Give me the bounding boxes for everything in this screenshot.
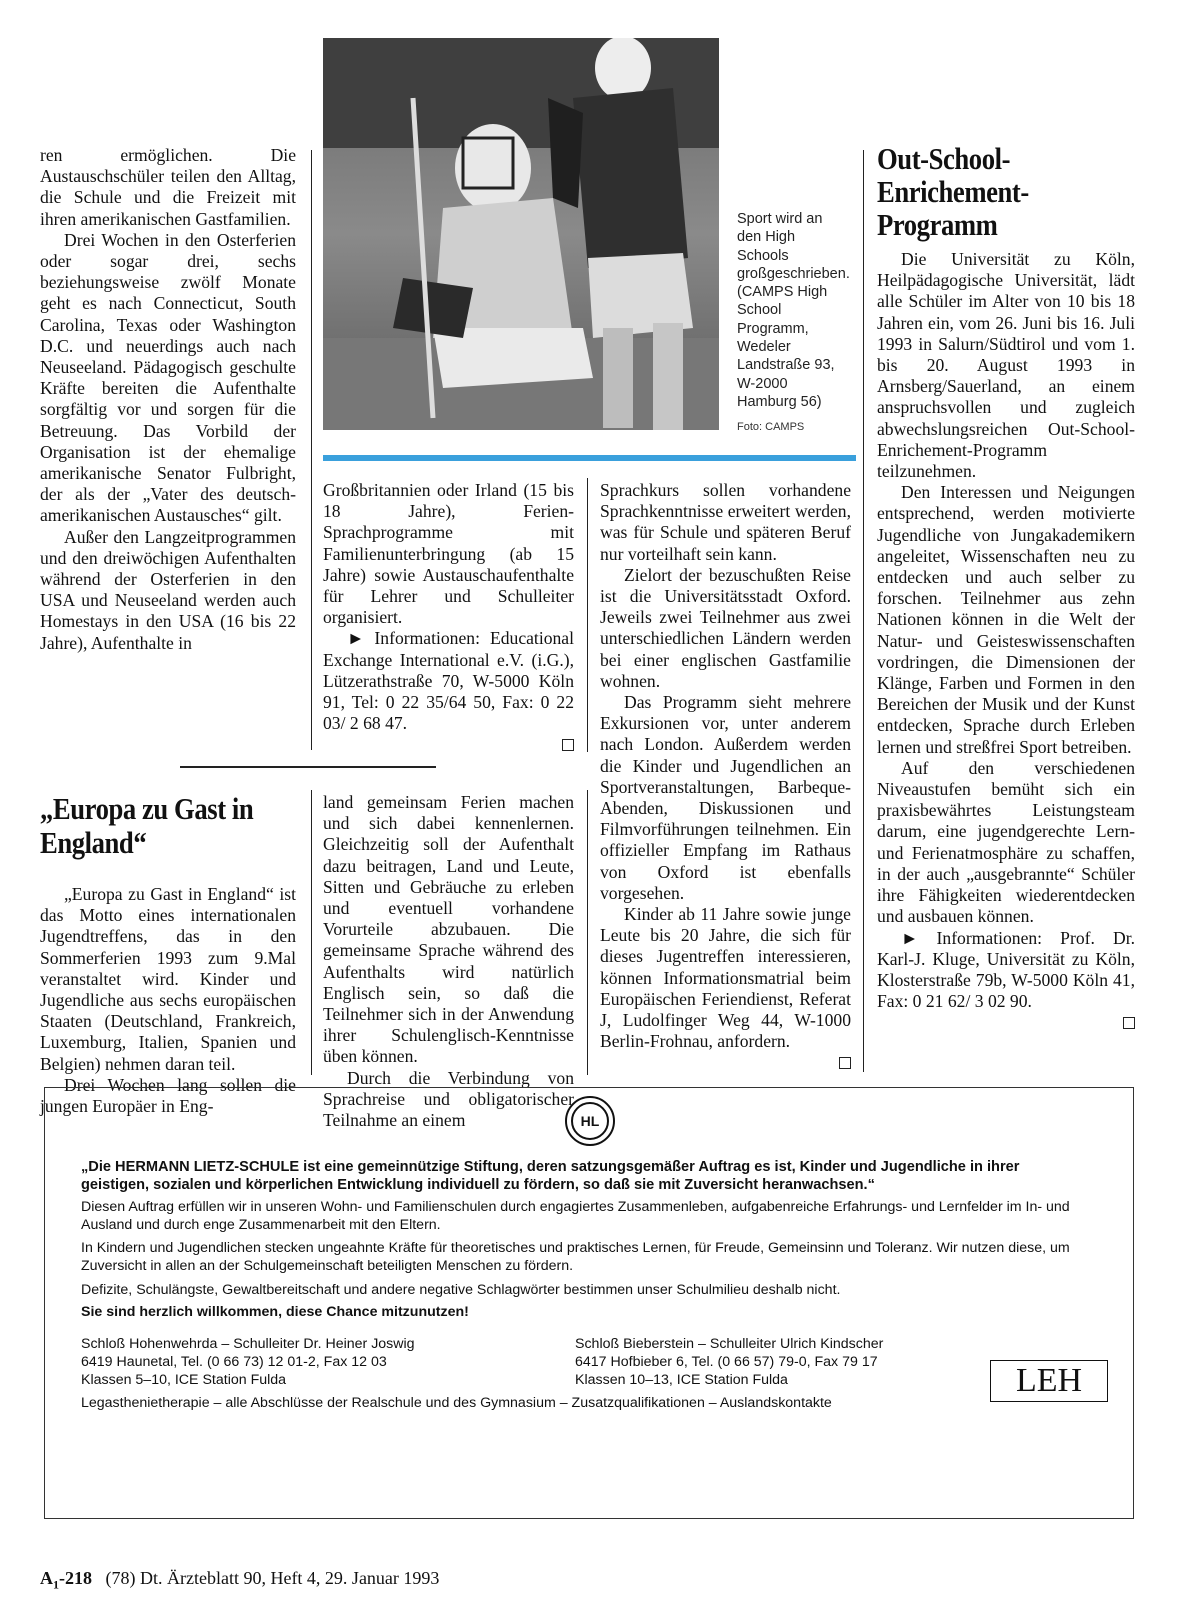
school-bieberstein xyxy=(575,1335,975,1389)
outschool-paragraph: ► Informationen: Prof. Dr. Karl-J. Kluge, Universität zu Köln, Klosterstraße 79b, W-5000 Köln 41, Fax: 0 21 62/ 3 02 90. xyxy=(877,927,1135,1012)
hl-logo xyxy=(565,1096,615,1146)
blue-divider xyxy=(323,455,856,461)
column-3 xyxy=(600,480,851,1069)
column-rule xyxy=(587,478,588,752)
ad-bottom-line: Legasthenietherapie – alle Abschlüsse der Realschule und des Gymnasium – Zusatzqualifikationen – Auslandskontakte xyxy=(81,1395,832,1411)
col1-paragraph: Außer den Langzeitprogrammen und den dreiwöchigen Aufenthalten während der Osterferien in den USA und Neuseeland werden auch Homestays in den USA (16 bis 22 Jahre), Aufenthalte in xyxy=(40,526,296,653)
lietz-schule-advertisement xyxy=(44,1087,1134,1519)
photo-caption: Sport wird an den High Schools großgeschrieben. (CAMPS High School Programm, Wedeler Landstraße 93, W-2000 Hamburg 56) xyxy=(737,211,850,410)
end-mark-icon xyxy=(562,739,574,751)
col3-paragraph: Kinder ab 11 Jahre sowie junge Leute bis 20 Jahre, die sich für dieses Jugentreffen interessieren, können Informationsmatrial beim Europäischen Feriendienst, Referat J, Ludolfinger Weg 44, W-1000 Berlin-Frohnau, anfordern. xyxy=(600,904,851,1052)
col2-paragraph: Großbritannien oder Irland (15 bis 18 Jahre), Ferien-Sprachprogramme mit Familienunterbringung (ab 15 Jahre) sowie Austauschaufenthalte für Lehrer und Schulleiter organisiert. xyxy=(323,480,574,628)
photo-illustration xyxy=(323,38,719,430)
lacrosse-photo xyxy=(323,38,719,430)
column-rule xyxy=(311,790,312,1075)
col2-paragraph: ► Informationen: Educational Exchange International e.V. (i.G.), Lützerathstraße 70, W-5000 Köln 91, Tel: 0 22 35/64 50, Fax: 0 22 03/ 2 68 47. xyxy=(323,628,574,734)
ad-lead: „Die HERMANN LIETZ-SCHULE ist eine gemeinnützige Stiftung, deren satzungsgemäßer Auftrag es ist, Kinder und Jugendliche in ihrer geistigen, sozialen und körperlichen Entwicklung individuell zu fördern, so daß sie mit Zuversicht heranwachsen.“ xyxy=(81,1159,1020,1193)
col1-paragraph: ren ermöglichen. Die Austauschschüler teilen den Alltag, die Schule und die Freizeit mit ihren amerikanischen Gastfamilien. xyxy=(40,145,296,229)
school-line: Klassen 10–13, ICE Station Fulda xyxy=(575,1372,788,1388)
col3-paragraph: Sprachkurs sollen vorhandene Sprachkenntnisse erweitert werden, was für Schule und späteren Beruf nur vorteilhaft sein kann. xyxy=(600,480,851,564)
hl-logo-mark: HL xyxy=(571,1102,609,1140)
footer-citation: (78) Dt. Ärzteblatt 90, Heft 4, 29. Januar 1993 xyxy=(105,1568,440,1588)
end-mark-icon xyxy=(1123,1017,1135,1029)
europa-headline: „Europa zu Gast in England“ xyxy=(40,791,254,860)
col1-paragraph: Drei Wochen in den Osterferien oder sogar drei, sechs beziehungsweise zwölf Monate geht es nach Connecticut, South Carolina, Texas oder Washington D.C. und neuerdings auch nach Neuseeland. Pädagogisch geschulte Kräfte bereiten die Aufenthalte sorgfältig vor und sorgen für die Betreuung. Das Vorbild der Organisation ist der ehemalige amerikanische Senator Fulbright, der als der „Vater des deutsch-amerikanischen Austausches“ gilt. xyxy=(40,229,296,526)
outschool-article xyxy=(877,142,1135,1029)
column-2-top xyxy=(323,480,574,751)
ad-welcome: Sie sind herzlich willkommen, diese Chance mitzunutzen! xyxy=(81,1304,469,1320)
col2b-paragraph: Durch die Verbindung von Sprachreise und obligatorischer Teilnahme an einem xyxy=(323,1067,574,1131)
school-line: Klassen 5–10, ICE Station Fulda xyxy=(81,1372,287,1388)
col3-paragraph: Zielort der bezuschußten Reise ist die Universitätsstadt Oxford. Jeweils zwei Teilnehmer aus zwei unterschiedlichen Ländern werden bei einer englischen Gastfamilie wohnen. xyxy=(600,564,851,691)
ad-paragraph: Diesen Auftrag erfüllen wir in unseren Wohn- und Familienschulen durch engagiertes Zusammenleben, aufgabenreiche Erfahrungs- und Lernfelder im In- und Ausland und durch enge Zusammenarbeit mit den Eltern. xyxy=(81,1199,1070,1233)
footer-page-letter: A xyxy=(40,1568,53,1588)
col2b-paragraph: land gemeinsam Ferien machen und sich dabei kennenlernen. Gleichzeitig soll der Aufenthalt dazu beitragen, Land und Leute, Sitten und Gebräuche zu erleben und eventuell vorhandene Vorurteile abzubauen. Die gemeinsame Sprache während des Aufenthalts wird natürlich Englisch sein, so daß die Teilnehmer sich in der Anwendung ihrer Schulenglisch-Kenntnisse üben können. xyxy=(323,792,574,1067)
europa-article xyxy=(40,792,296,1117)
column-rule xyxy=(311,150,312,750)
school-line: Schloß Hohenwehrda – Schulleiter Dr. Heiner Joswig xyxy=(81,1336,415,1352)
outschool-headline: Out-School-Enrichement-Programm xyxy=(877,141,1029,242)
photo-credit: Foto: CAMPS xyxy=(737,421,805,433)
europa-paragraph: „Europa zu Gast in England“ ist das Motto eines internationalen Jugendtreffens, das in den Sommerferien 1993 zum 9.Mal veranstaltet wird. Kinder und Jugendliche aus sechs europäischen Staaten (Deutschland, Frankreich, Luxemburg, Italien, Spanien und Belgien) nehmen daran teil. xyxy=(40,884,296,1074)
column-2-bottom xyxy=(323,792,574,1131)
outschool-paragraph: Auf den verschiedenen Niveaustufen bemüht sich ein praxisbewährtes Leistungsteam darum, eine jugendgerechte Lern- und Ferienatmosphäre zu schaffen, in der auch „ausgebrannte“ Schüler ihre Fähigkeiten wiederentdecken und ausbauen können. xyxy=(877,757,1135,927)
footer-page-number: -218 xyxy=(59,1568,92,1588)
ad-paragraph: Defizite, Schulängste, Gewaltbereitschaft und andere negative Schlagwörter bestimmen unser Schulmilieu deshalb nicht. xyxy=(81,1282,841,1298)
school-line: 6417 Hofbieber 6, Tel. (0 66 57) 79-0, Fax 79 17 xyxy=(575,1354,878,1370)
page-footer xyxy=(40,1568,439,1593)
outschool-paragraph: Die Universität zu Köln, Heilpädagogische Universität, lädt alle Schüler im Alter von 10 bis 18 Jahren ein, vom 26. Juni bis 16. Juli 1993 in Salurn/Südtirol und vom 1. bis 20. August 1993 in Arnsberg/Sauerland, an einem anspruchsvollen und zugleich abwechslungsreichen Out-School-Enrichement-Programm teilzunehmen. xyxy=(877,249,1135,482)
footer-page-sub: 1 xyxy=(53,1577,59,1592)
ad-paragraph: In Kindern und Jugendlichen stecken ungeahnte Kräfte für theoretisches und praktisches Lernen, für Freude, Gemeinsinn und Toleranz. Wir nutzen diese, um Zuversicht in allen an der Schulgemeinschaft beteiligten Menschen zu fördern. xyxy=(81,1240,1070,1274)
school-hohenwehrda xyxy=(81,1335,561,1389)
leh-badge: LEH xyxy=(990,1360,1108,1402)
column-rule xyxy=(587,790,588,1075)
column-rule xyxy=(863,150,864,1072)
school-line: Schloß Bieberstein – Schulleiter Ulrich Kindscher xyxy=(575,1336,884,1352)
column-1 xyxy=(40,145,296,654)
end-mark-icon xyxy=(839,1057,851,1069)
school-line: 6419 Haunetal, Tel. (0 66 73) 12 01-2, Fax 12 03 xyxy=(81,1354,387,1370)
section-rule xyxy=(180,766,436,768)
col3-paragraph: Das Programm sieht mehrere Exkursionen vor, unter anderem nach London. Außerdem werden die Kinder und Jugendlichen an Sportveranstaltungen, Barbeque-Abenden, Diskussionen und Filmvorführungen teilnehmen. Ein offizieller Empfang im Rathaus von Oxford ist ebenfalls vorgesehen. xyxy=(600,692,851,903)
europa-paragraph: Drei Wochen lang sollen die jungen Europäer in Eng- xyxy=(40,1074,296,1117)
outschool-paragraph: Den Interessen und Neigungen entsprechend, werden motivierte Jugendliche von Jungakademikern angeleitet, Wissenschaften neu zu entdecken und auch selber zu forschen. Teilnehmer aus zehn Nationen können in die Welt der Natur- und Geisteswissenschaften vordringen, die Dimensionen der Klänge, Farben und Formen in den Bereichen der Musik und der Kunst entdecken, Sprache durch Erleben lernen und streßfrei Sport betreiben. xyxy=(877,482,1135,757)
